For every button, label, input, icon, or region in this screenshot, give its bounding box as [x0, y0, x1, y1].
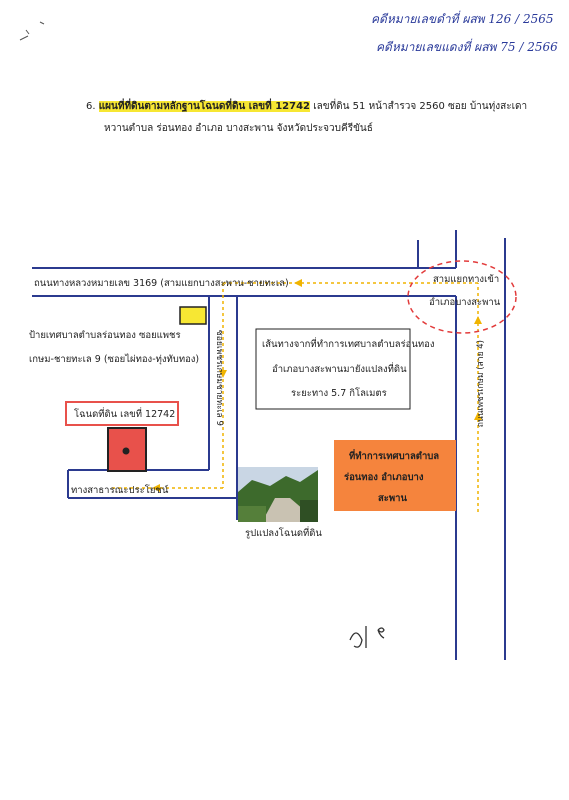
route-info-line2: อำเภอบางสะพานมายังแปลงที่ดิน: [272, 364, 407, 375]
case-black-number-note: คดีหมายเลขดำที่ ผสพ 126 / 2565: [371, 12, 554, 26]
plot-label: โฉนดที่ดิน เลขที่ 12742: [74, 409, 176, 420]
corner-scribble: [20, 22, 44, 40]
office-label-1: ที่ทำการเทศบาลตำบล: [349, 451, 440, 462]
office-label-3: สะพาน: [378, 493, 407, 504]
item-line2: หวานตำบล ร่อนทอง อำเภอ บางสะพาน จังหวัดประจวบคีรีขันธ์: [104, 123, 373, 134]
route-info-line3: ระยะทาง 5.7 กิโลเมตร: [291, 388, 387, 399]
highway-label: ถนนทางหลวงหมายเลข 3169 (สามแยกบางสะพาน-ชายทะเล): [34, 278, 289, 289]
item-title: แผนที่ที่ดินตามหลักฐานโฉนดที่ดิน เลขที่ 12742: [98, 101, 310, 112]
plot-marker: [123, 448, 130, 455]
office-label-2: ร่อนทอง อำเภอบาง: [344, 472, 424, 483]
junction-label-1: สามแยกทางเข้า: [433, 274, 500, 285]
item-number: 6.: [86, 101, 96, 112]
junction-label-2: อำเภอบางสะพาน: [429, 297, 501, 308]
public-way-label: ทางสาธารณะประโยชน์: [71, 485, 169, 496]
case-red-number-note: คดีหมายเลขแดงที่ ผสพ 75 / 2566: [376, 40, 558, 54]
side-road-label: ซอยเพชรเกษมชายทะเล 9: [214, 330, 224, 426]
sign-label-2: เกษม-ชายทะเล 9 (ซอยไผ่ทอง-ทุ่งทับทอง): [29, 354, 200, 365]
item-line1: เลขที่ดิน 51 หน้าสำรวจ 2560 ซอย บ้านทุ่งสะเดา: [313, 101, 528, 112]
sign-label-1: ป้ายเทศบาลตำบลร่อนทอง ซอยแพชร: [29, 330, 181, 341]
route-info-line1: เส้นทางจากที่ทำการเทศบาลตำบลร่อนทอง: [262, 339, 435, 350]
plot-photo: [238, 467, 318, 522]
municipal-sign-box: [180, 307, 206, 324]
photo-caption: รูปแปลงโฉนดที่ดิน: [245, 528, 322, 539]
right-road-label: ถนนเพชรเกษม (สาย 4): [476, 340, 486, 428]
